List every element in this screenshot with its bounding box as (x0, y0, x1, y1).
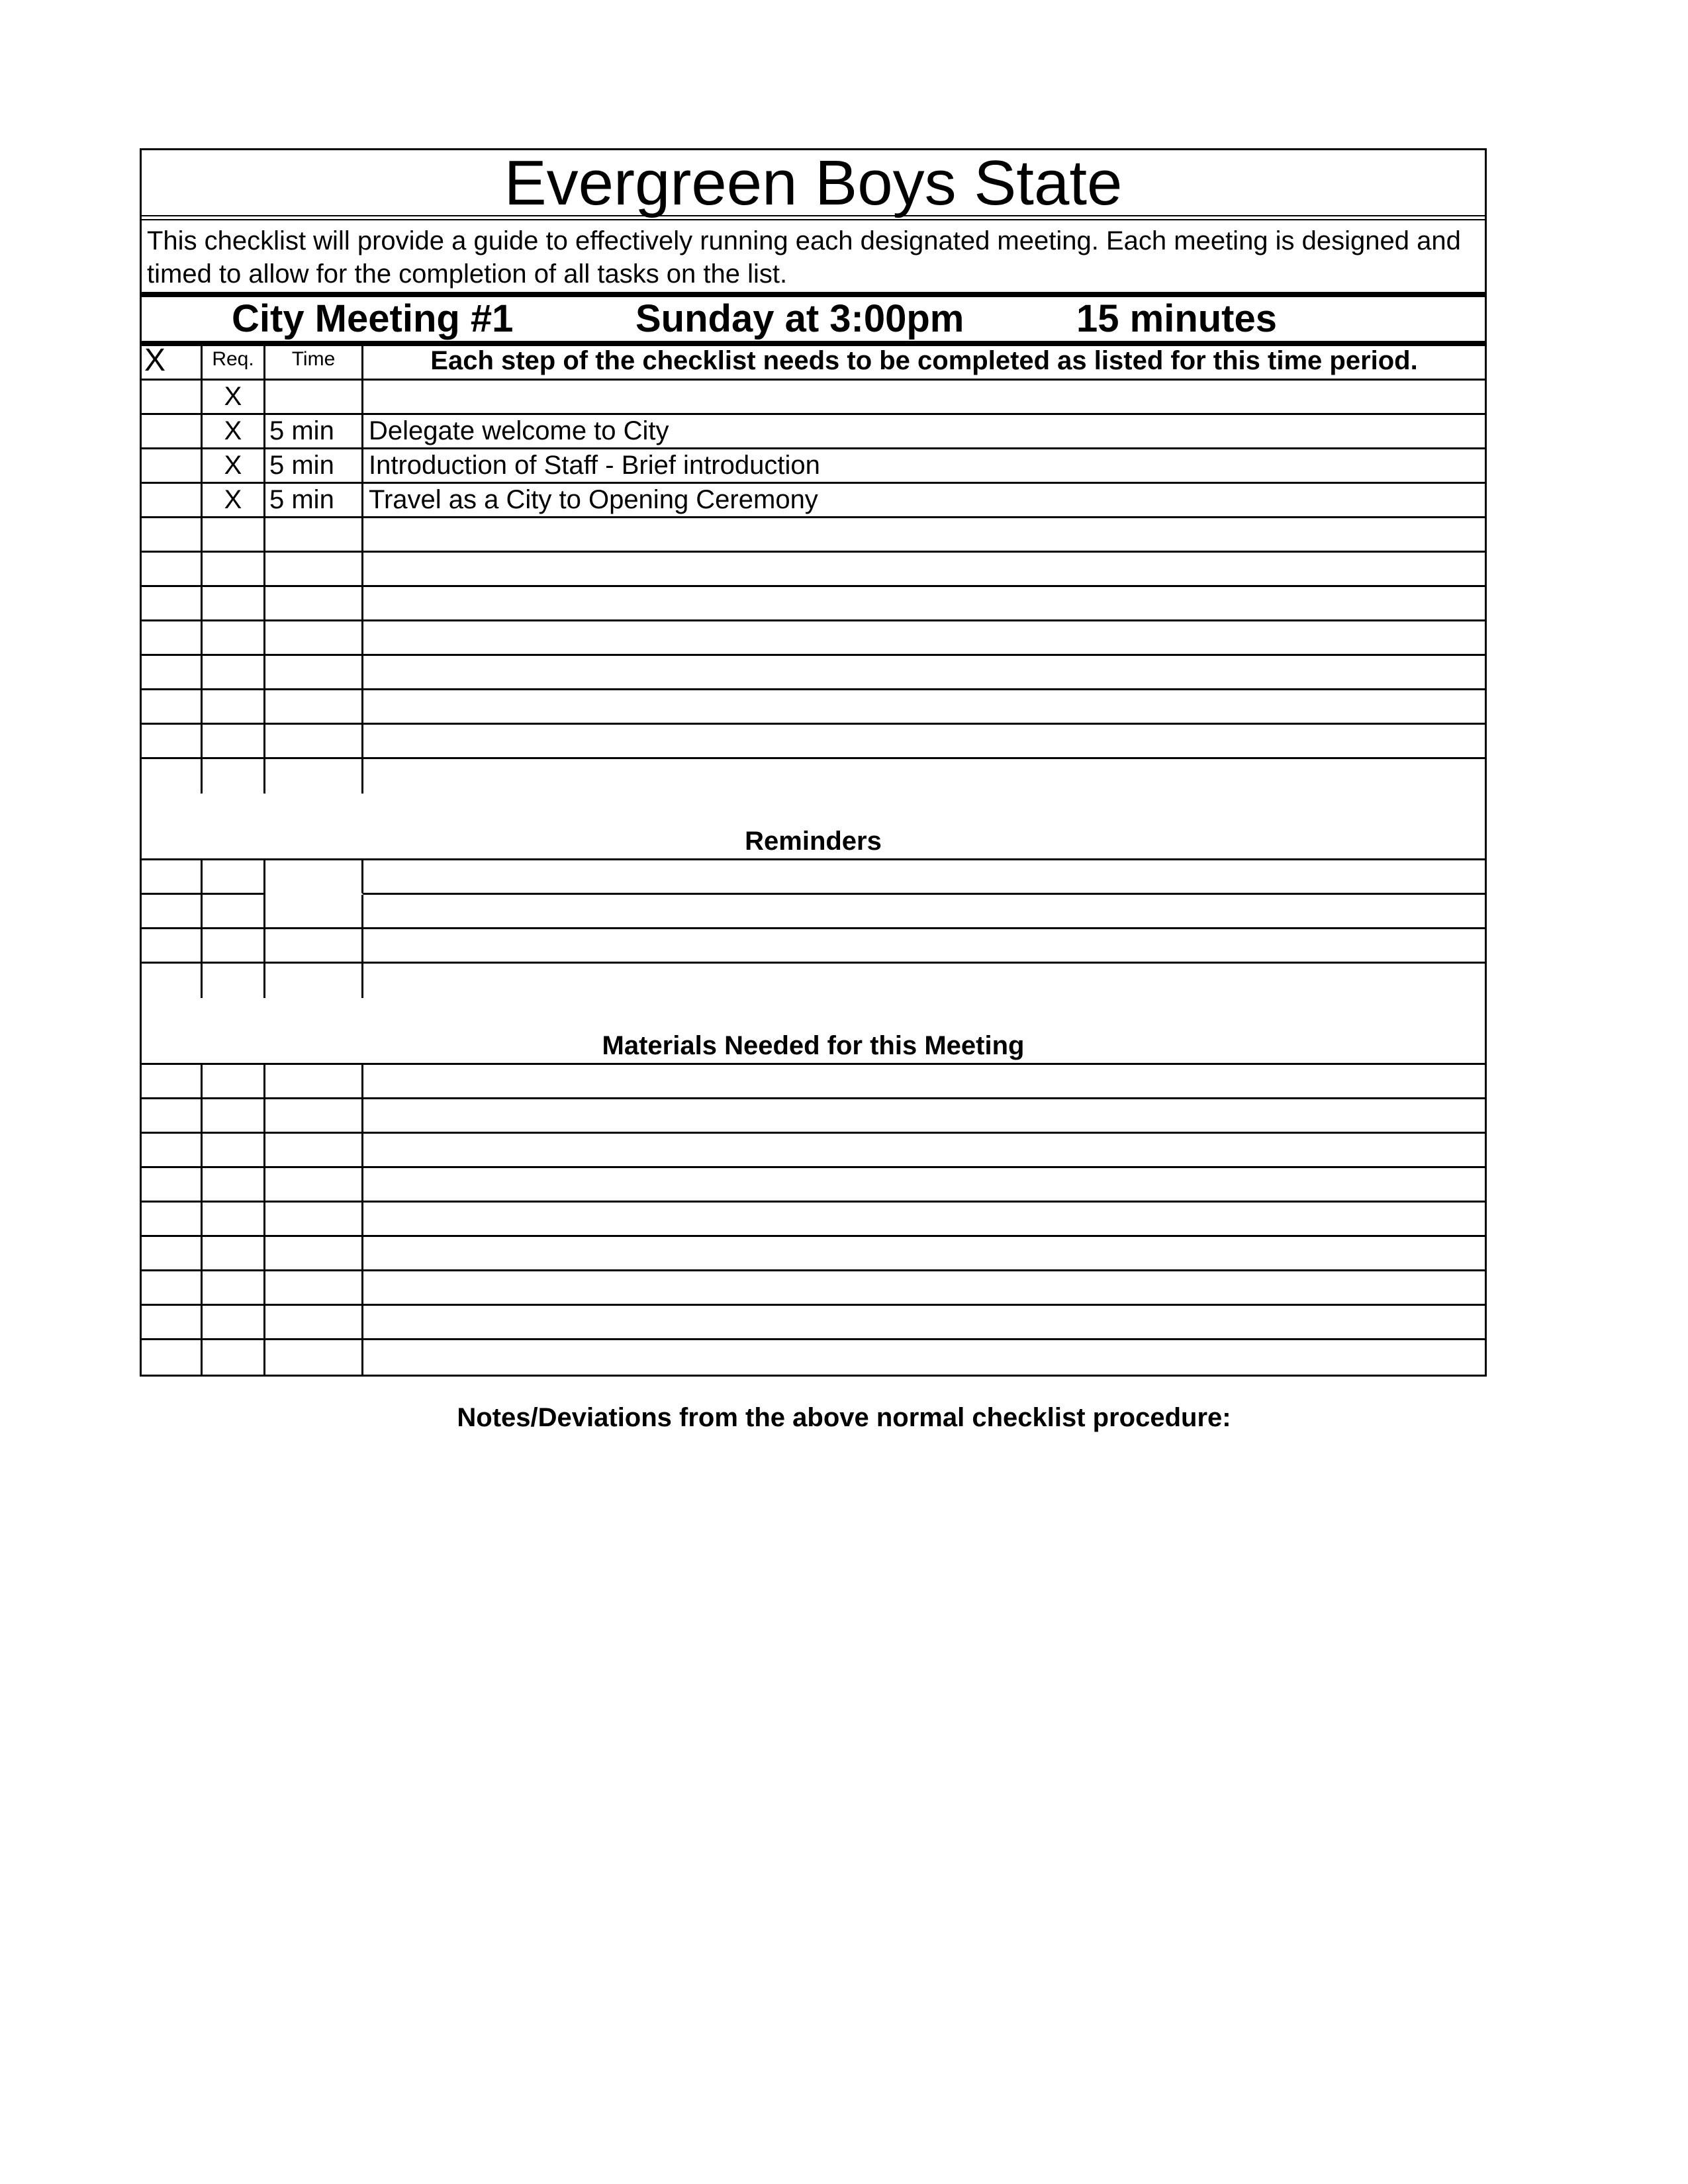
material-row (142, 1237, 1485, 1271)
time-cell (265, 1340, 363, 1375)
time-cell (265, 895, 363, 927)
step-row (142, 759, 1485, 794)
done-checkbox-cell (142, 1134, 203, 1166)
time-cell (265, 929, 363, 962)
material-row (142, 1340, 1485, 1375)
done-checkbox-cell (142, 929, 203, 962)
step-row (142, 621, 1485, 656)
done-checkbox-cell (142, 1237, 203, 1269)
req-cell (203, 656, 265, 688)
task-cell (363, 518, 1485, 551)
done-column-header: X (142, 346, 203, 379)
time-cell (265, 725, 363, 757)
time-cell (265, 690, 363, 723)
material-row (142, 1099, 1485, 1134)
time-cell (265, 1237, 363, 1269)
done-checkbox-cell (142, 484, 203, 516)
task-cell (363, 725, 1485, 757)
task-cell (363, 1168, 1485, 1201)
req-cell (203, 690, 265, 723)
done-checkbox-cell (142, 1099, 203, 1132)
done-checkbox-cell (142, 1271, 203, 1304)
task-cell (363, 587, 1485, 619)
done-checkbox-cell (142, 656, 203, 688)
req-cell (203, 1099, 265, 1132)
column-header-row (142, 343, 1485, 381)
task-cell (363, 860, 1485, 893)
time-cell (265, 1065, 363, 1097)
done-checkbox-cell (142, 895, 203, 927)
time-cell: 5 min (265, 415, 363, 447)
time-cell (265, 860, 363, 895)
req-cell (203, 1065, 265, 1097)
done-checkbox-cell (142, 1306, 203, 1338)
time-cell (265, 587, 363, 619)
task-cell: Delegate welcome to City (369, 416, 669, 445)
step-row (142, 656, 1485, 690)
done-checkbox-cell (142, 449, 203, 482)
notes-heading: Notes/Deviations from the above normal checklist procedure: (457, 1403, 1231, 1432)
material-row (142, 1134, 1485, 1168)
done-checkbox-cell (142, 759, 203, 794)
req-cell: X (203, 415, 265, 447)
time-cell (265, 1099, 363, 1132)
req-cell (203, 759, 265, 794)
material-row (142, 1203, 1485, 1237)
task-cell (363, 621, 1485, 654)
step-row (142, 690, 1485, 725)
reminders-list (142, 860, 1485, 998)
time-cell: 5 min (265, 484, 363, 516)
time-column-header: Time (265, 346, 363, 379)
task-cell (363, 759, 1485, 794)
req-cell (203, 929, 265, 962)
intro-text: This checklist will provide a guide to effectively running each designated meeting. Each meeting is designed and timed to allow for the completion of all tasks on the list. (142, 219, 1485, 297)
task-cell (363, 656, 1485, 688)
time-cell (265, 964, 363, 998)
done-checkbox-cell (142, 1203, 203, 1235)
req-cell (203, 621, 265, 654)
checklist-sheet (140, 148, 1487, 1377)
req-cell (203, 964, 265, 998)
instructions-header: Each step of the checklist needs to be completed as listed for this time period. (430, 346, 1418, 375)
reminders-heading: Reminders (142, 794, 1485, 860)
materials-heading: Materials Needed for this Meeting (142, 998, 1485, 1065)
meeting-name: City Meeting #1 (232, 297, 514, 340)
done-checkbox-cell (142, 518, 203, 551)
done-checkbox-cell (142, 1168, 203, 1201)
time-cell (265, 1134, 363, 1166)
step-row (142, 449, 1485, 484)
meeting-duration: 15 minutes (1076, 297, 1277, 340)
material-row (142, 1065, 1485, 1099)
task-cell (363, 381, 1485, 413)
material-row (142, 1271, 1485, 1306)
task-cell (363, 1134, 1485, 1166)
done-checkbox-cell (142, 690, 203, 723)
task-cell (363, 1065, 1485, 1097)
req-cell (203, 1340, 265, 1375)
done-checkbox-cell (142, 621, 203, 654)
task-cell (363, 1340, 1485, 1375)
time-cell (265, 656, 363, 688)
task-cell (363, 553, 1485, 585)
reminder-row (142, 860, 1485, 895)
task-cell (363, 1099, 1485, 1132)
step-row (142, 553, 1485, 587)
req-cell (203, 860, 265, 893)
task-cell (363, 895, 1485, 927)
task-cell (363, 1237, 1485, 1269)
page-title: Evergreen Boys State (142, 150, 1485, 216)
done-checkbox-cell (142, 587, 203, 619)
done-checkbox-cell (142, 381, 203, 413)
task-cell (363, 1306, 1485, 1338)
material-row (142, 1168, 1485, 1203)
step-row (142, 725, 1485, 759)
reminder-row (142, 964, 1485, 998)
reminder-row (142, 929, 1485, 964)
done-checkbox-cell (142, 860, 203, 893)
time-cell (265, 518, 363, 551)
task-cell (363, 690, 1485, 723)
req-cell (203, 1168, 265, 1201)
req-cell: X (203, 381, 265, 413)
task-cell (363, 1203, 1485, 1235)
done-checkbox-cell (142, 553, 203, 585)
req-cell (203, 725, 265, 757)
task-cell: Introduction of Staff - Brief introduction (369, 451, 820, 480)
reminder-row (142, 895, 1485, 929)
req-cell: X (203, 449, 265, 482)
material-row (142, 1306, 1485, 1340)
req-cell (203, 1306, 265, 1338)
step-row (142, 415, 1485, 449)
done-checkbox-cell (142, 1340, 203, 1375)
req-cell (203, 1203, 265, 1235)
req-cell (203, 553, 265, 585)
steps-list (142, 381, 1485, 794)
step-row (142, 381, 1485, 415)
time-cell (265, 1306, 363, 1338)
task-cell (363, 929, 1485, 962)
task-cell: Travel as a City to Opening Ceremony (369, 485, 818, 514)
step-row (142, 484, 1485, 518)
req-cell (203, 1237, 265, 1269)
task-cell (363, 1271, 1485, 1304)
done-checkbox-cell (142, 725, 203, 757)
req-cell (203, 587, 265, 619)
done-checkbox-cell (142, 415, 203, 447)
materials-list (142, 1065, 1485, 1375)
time-cell (265, 621, 363, 654)
done-checkbox-cell (142, 964, 203, 998)
task-cell (363, 964, 1485, 998)
time-cell (265, 553, 363, 585)
meeting-header (142, 297, 1485, 346)
time-cell (265, 381, 363, 413)
req-column-header: Req. (203, 346, 265, 379)
done-checkbox-cell (142, 1065, 203, 1097)
req-cell: X (203, 484, 265, 516)
step-row (142, 587, 1485, 621)
meeting-time: Sunday at 3:00pm (635, 297, 964, 340)
req-cell (203, 518, 265, 551)
time-cell (265, 1203, 363, 1235)
time-cell: 5 min (265, 449, 363, 482)
time-cell (265, 1271, 363, 1304)
step-row (142, 518, 1485, 553)
req-cell (203, 895, 265, 927)
time-cell (265, 759, 363, 794)
req-cell (203, 1271, 265, 1304)
req-cell (203, 1134, 265, 1166)
time-cell (265, 1168, 363, 1201)
